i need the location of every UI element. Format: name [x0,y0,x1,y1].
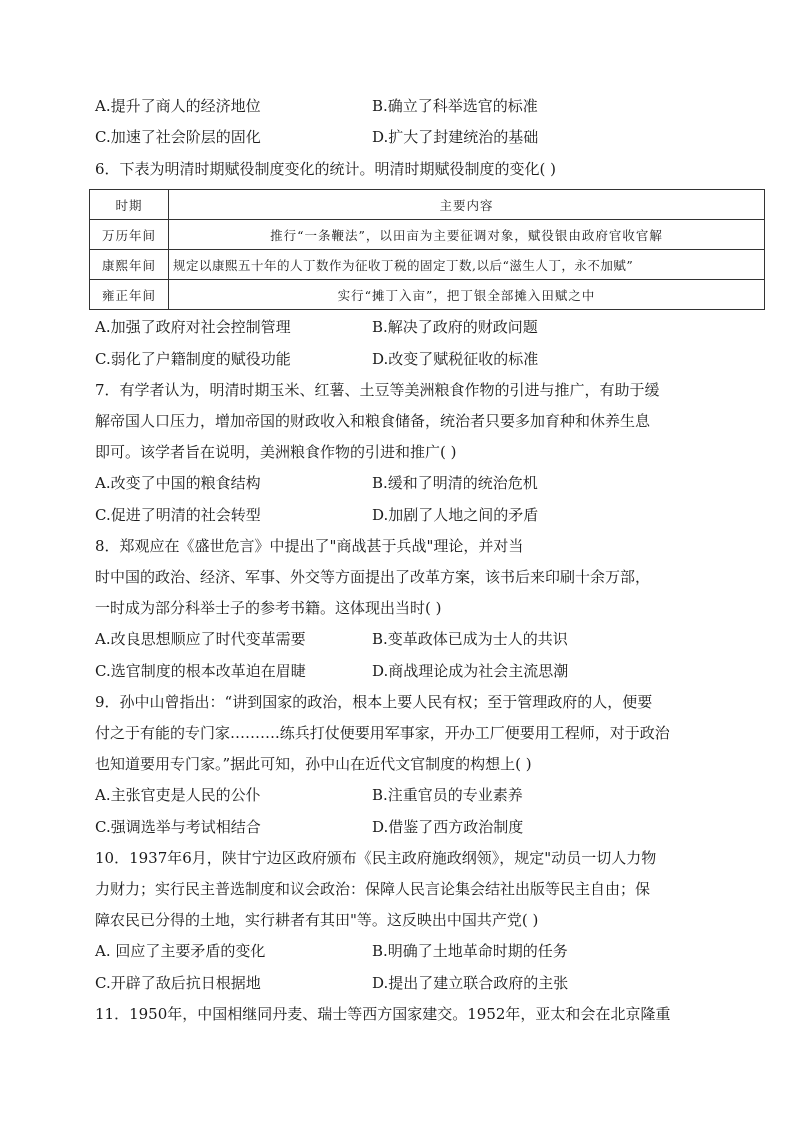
q9-options-row-1 [95,785,715,805]
table-row [90,220,765,250]
q5-option-d[interactable]: D.扩大了封建统治的基础 [372,128,539,146]
table-row [90,280,765,310]
q6-options-row-1 [95,317,715,337]
q8-stem-line-3: 一时成为部分科举士子的参考书籍。这体现出当时( ) [95,599,442,617]
table-cell-period: 康熙年间 [90,250,169,280]
q10-options-row-1 [95,941,715,961]
q8-option-a[interactable]: A.改良思想顺应了时代变革需要 [95,630,306,648]
q10-option-a[interactable]: A. 回应了主要矛盾的变化 [95,942,266,960]
q10-stem-line-1: 10．1937年6月，陕甘宁边区政府颁布《民主政府施政纲领》，规定"动员一切人力物 [95,849,657,867]
q6-option-b[interactable]: B.解决了政府的财政问题 [372,318,538,336]
q7-option-c[interactable]: C.促进了明清的社会转型 [95,506,261,524]
q8-stem-line-1: 8．郑观应在《盛世危言》中提出了"商战甚于兵战"理论，并对当 [95,537,524,555]
q10-option-d[interactable]: D.提出了建立联合政府的主张 [372,974,569,992]
q7-option-d[interactable]: D.加剧了人地之间的矛盾 [372,506,539,524]
q8-options-row-2 [95,661,715,681]
q5-option-b[interactable]: B.确立了科举选官的标准 [372,97,538,115]
q9-stem-line-2: 付之于有能的专门家……….练兵打仗便要用军事家，开办工厂便要用工程师，对于政治 [95,724,670,742]
q10-stem-line-2: 力财力；实行民主普选制度和议会政治：保障人民言论集会结社出版等民主自由；保 [95,880,651,898]
q7-stem-line-2: 解帝国人口压力，增加帝国的财政收入和粮食储备，统治者只要多加育种和休养生息 [95,412,651,430]
q9-option-c[interactable]: C.强调选举与考试相结合 [95,818,261,836]
q9-options-row-2 [95,817,715,837]
table-row [90,250,765,280]
q11-stem-line-1: 11．1950年，中国相继同丹麦、瑞士等西方国家建交。1952年，亚太和会在北京隆重 [95,1005,671,1023]
q9-option-b[interactable]: B.注重官员的专业素养 [372,786,523,804]
q8-option-d[interactable]: D.商战理论成为社会主流思潮 [372,662,569,680]
q7-stem-line-3: 即可。该学者旨在说明，美洲粮食作物的引进和推广( ) [95,443,457,461]
q7-option-a[interactable]: A.改变了中国的粮食结构 [95,474,261,492]
table-cell-content: 推行“一条鞭法”，以田亩为主要征调对象，赋役银由政府官收官解 [169,220,765,250]
q7-options-row-1 [95,473,715,493]
q8-stem-line-2: 时中国的政治、经济、军事、外交等方面提出了改革方案，该书后来印刷十余万部， [95,568,651,586]
q9-option-a[interactable]: A.主张官吏是人民的公仆 [95,786,261,804]
q6-tax-table [89,189,765,310]
q7-option-b[interactable]: B.缓和了明清的统治危机 [372,474,538,492]
table-cell-content: 实行“摊丁入亩”，把丁银全部摊入田赋之中 [169,280,765,310]
q8-options-row-1 [95,629,715,649]
q7-options-row-2 [95,505,715,525]
q5-option-a[interactable]: A.提升了商人的经济地位 [95,97,261,115]
q9-stem-line-3: 也知道要用专门家。”据此可知，孙中山在近代文官制度的构想上( ) [95,755,532,773]
q10-option-c[interactable]: C.开辟了敌后抗日根据地 [95,974,261,992]
q5-option-c[interactable]: C.加速了社会阶层的固化 [95,128,261,146]
table-header-row [90,190,765,220]
q6-options-row-2 [95,349,715,369]
q8-option-b[interactable]: B.变革政体已成为士人的共识 [372,630,568,648]
q10-stem-line-3: 障农民已分得的土地，实行耕者有其田"等。这反映出中国共产党( ) [95,911,539,929]
q5-options-row-1 [95,96,715,116]
q6-option-a[interactable]: A.加强了政府对社会控制管理 [95,318,291,336]
q8-option-c[interactable]: C.选官制度的根本改革迫在眉睫 [95,662,306,680]
q9-stem-line-1: 9．孙中山曾指出：“讲到国家的政治，根本上要人民有权；至于管理政府的人，便要 [95,693,653,711]
q6-option-d[interactable]: D.改变了赋税征收的标准 [372,350,539,368]
q10-options-row-2 [95,973,715,993]
q10-option-b[interactable]: B.明确了土地革命时期的任务 [372,942,568,960]
q9-option-d[interactable]: D.借鉴了西方政治制度 [372,818,524,836]
table-cell-period: 万历年间 [90,220,169,250]
table-header-period: 时期 [90,190,169,220]
q7-stem-line-1: 7．有学者认为，明清时期玉米、红薯、土豆等美洲粮食作物的引进与推广，有助于缓 [95,381,660,399]
table-cell-period: 雍正年间 [90,280,169,310]
table-cell-content: 规定以康熙五十年的人丁数作为征收丁税的固定丁数,以后“滋生人丁，永不加赋” [169,250,765,280]
q6-option-c[interactable]: C.弱化了户籍制度的赋役功能 [95,350,291,368]
q5-options-row-2 [95,127,715,147]
q6-stem: 6．下表为明清时期赋役制度变化的统计。明清时期赋役制度的变化( ) [95,160,557,178]
table-header-content: 主要内容 [169,190,765,220]
